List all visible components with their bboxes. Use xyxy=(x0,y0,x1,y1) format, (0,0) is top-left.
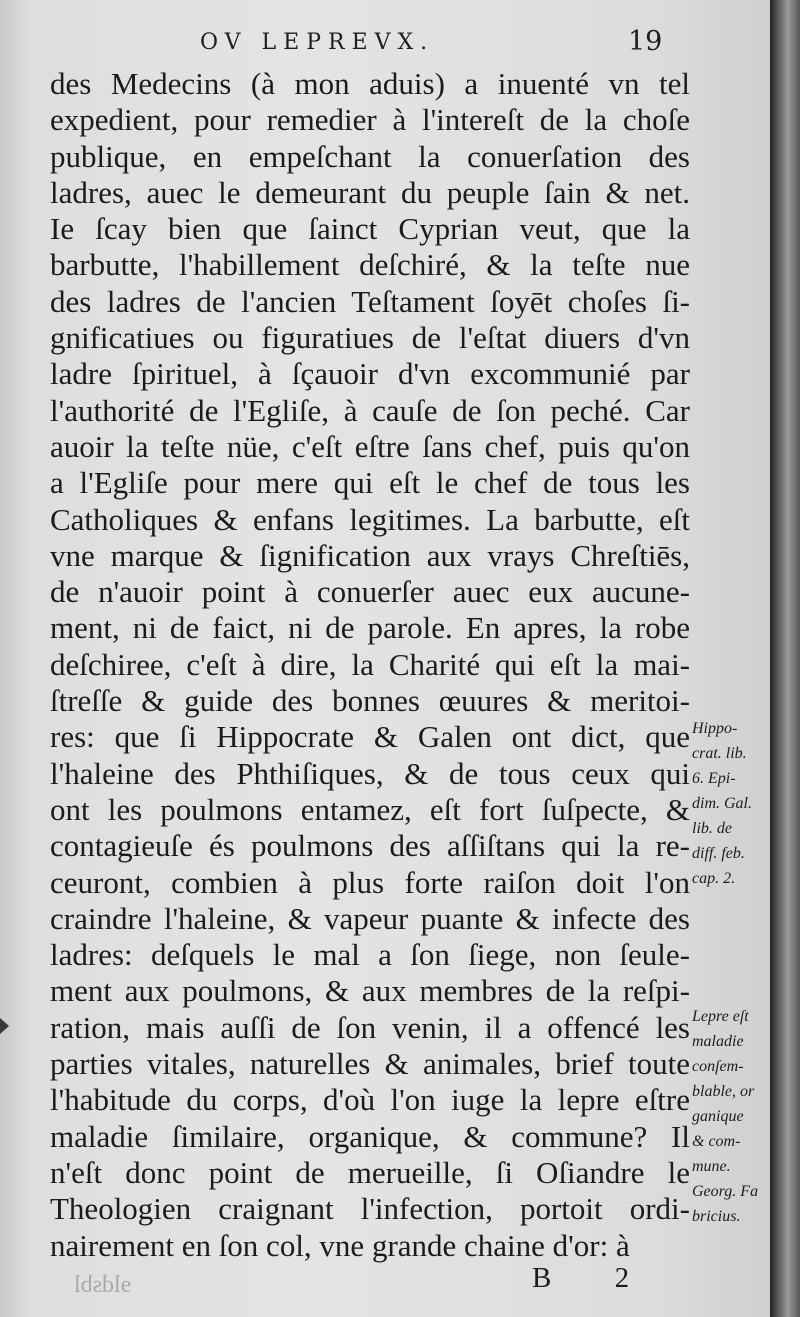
text-line: ment, ni de faict, ni de parole. En apres, la robe xyxy=(50,610,690,646)
marginal-note-line: Lepre eſt xyxy=(692,1008,749,1025)
running-title: OV LEPREVX. xyxy=(200,30,435,55)
text-line: l'authorité de l'Egliſe, à cauſe de ſon peché. Car xyxy=(50,392,690,428)
text-line: Catholiques & enfans legitimes. La barbutte, eſt xyxy=(50,501,690,537)
text-line: ladre ſpirituel, à ſçauoir d'vn excommunié par xyxy=(50,356,690,392)
page-tear xyxy=(0,1018,9,1034)
text-line: des ladres de l'ancien Teſtament ſoyēt choſes ſi- xyxy=(50,283,690,319)
text-line: de n'auoir point à conuerſer auec eux aucune- xyxy=(50,574,690,610)
marginal-note-line: ganique xyxy=(692,1108,744,1125)
marginal-note-line: blable, or xyxy=(692,1083,755,1100)
text-line: l'haleine des Phthiſiques, & de tous ceux qui xyxy=(50,755,690,791)
text-line: ladres: deſquels le mal a ſon ſiege, non ſeule- xyxy=(50,937,690,973)
marginal-note-line: 6. Epi- xyxy=(692,770,736,787)
text-line: contagieuſe és poulmons des aſſiſtans qui la re- xyxy=(50,828,690,864)
signature-mark: B 2 xyxy=(532,1262,658,1294)
marginal-note-line: bricius. xyxy=(692,1208,741,1225)
text-line: publique, en empeſchant la conuerſation des xyxy=(50,138,690,174)
marginal-note-line: mune. xyxy=(692,1158,731,1175)
text-line: expedient, pour remedier à l'intereſt de la choſe xyxy=(50,102,690,138)
marginal-note-line: diff. feb. xyxy=(692,845,745,862)
marginal-note-line: maladie xyxy=(692,1033,744,1050)
marginal-note-line: Georg. Fa xyxy=(692,1183,759,1200)
text-line: ration, mais auſſi de ſon venin, il a offencé les xyxy=(50,1009,690,1045)
text-line: maladie ſimilaire, organique, & commune? Il xyxy=(50,1118,690,1154)
marginal-note-line: lib. de xyxy=(692,820,732,837)
marginal-note-line: dim. Gal. xyxy=(692,795,752,812)
text-line: barbutte, l'habillement deſchiré, & la teſte nue xyxy=(50,247,690,283)
marginal-note-line: cap. 2. xyxy=(692,870,736,887)
text-line: Theologien craignant l'infection, portoit ordi- xyxy=(50,1191,690,1227)
page-number: 19 xyxy=(628,26,663,57)
marginal-note-lepre xyxy=(692,1004,770,1229)
text-line: res: que ſi Hippocrate & Galen ont dict, que xyxy=(50,719,690,755)
running-head xyxy=(0,24,770,64)
text-line: ſtreſſe & guide des bonnes œuures & meritoi- xyxy=(50,683,690,719)
text-line: a l'Egliſe pour mere qui eſt le chef de tous les xyxy=(50,465,690,501)
text-line: ment aux poulmons, & aux membres de la reſpi- xyxy=(50,973,690,1009)
text-line: ont les poulmons entamez, eſt fort ſuſpecte, & xyxy=(50,791,690,827)
marginal-note-line: Hippo- xyxy=(692,720,738,737)
marginal-note-line: conſem- xyxy=(692,1058,744,1075)
page-edge xyxy=(770,0,800,1317)
text-line: n'eſt donc point de merueille, ſi Oſiandre le xyxy=(50,1154,690,1190)
text-line: ladres, auec le demeurant du peuple ſain & net. xyxy=(50,174,690,210)
text-line: parties vitales, naturelles & animales, brief toute xyxy=(50,1046,690,1082)
text-line: gnificatiues ou figuratiues de l'eſtat diuers d'vn xyxy=(50,320,690,356)
text-line: des Medecins (à mon aduis) a inuenté vn tel xyxy=(50,66,690,101)
body-text xyxy=(50,66,690,1264)
text-line: craindre l'haleine, & vapeur puante & infecte des xyxy=(50,900,690,936)
text-line: ceuront, combien à plus forte raiſon doit l'on xyxy=(50,864,690,900)
text-line: l'habitude du corps, d'où l'on iuge la lepre eſtre xyxy=(50,1082,690,1118)
marginal-note-line: & com- xyxy=(692,1133,741,1150)
text-line: nairement en ſon col, vne grande chaine d'or: à xyxy=(50,1227,630,1263)
text-line: deſchiree, c'eſt à dire, la Charité qui eſt la mai- xyxy=(50,646,690,682)
text-line: Ie ſcay bien que ſainct Cyprian veut, que la xyxy=(50,211,690,247)
text-line: auoir la teſte nüe, c'eſt eſtre ſans chef, puis qu'on xyxy=(50,428,690,464)
text-line: vne marque & ſignification aux vrays Chreſtiēs, xyxy=(50,537,690,573)
show-through-text: ɘldsbl xyxy=(74,1272,132,1298)
marginal-note-hippocrates xyxy=(692,716,770,891)
marginal-note-line: crat. lib. xyxy=(692,745,747,762)
